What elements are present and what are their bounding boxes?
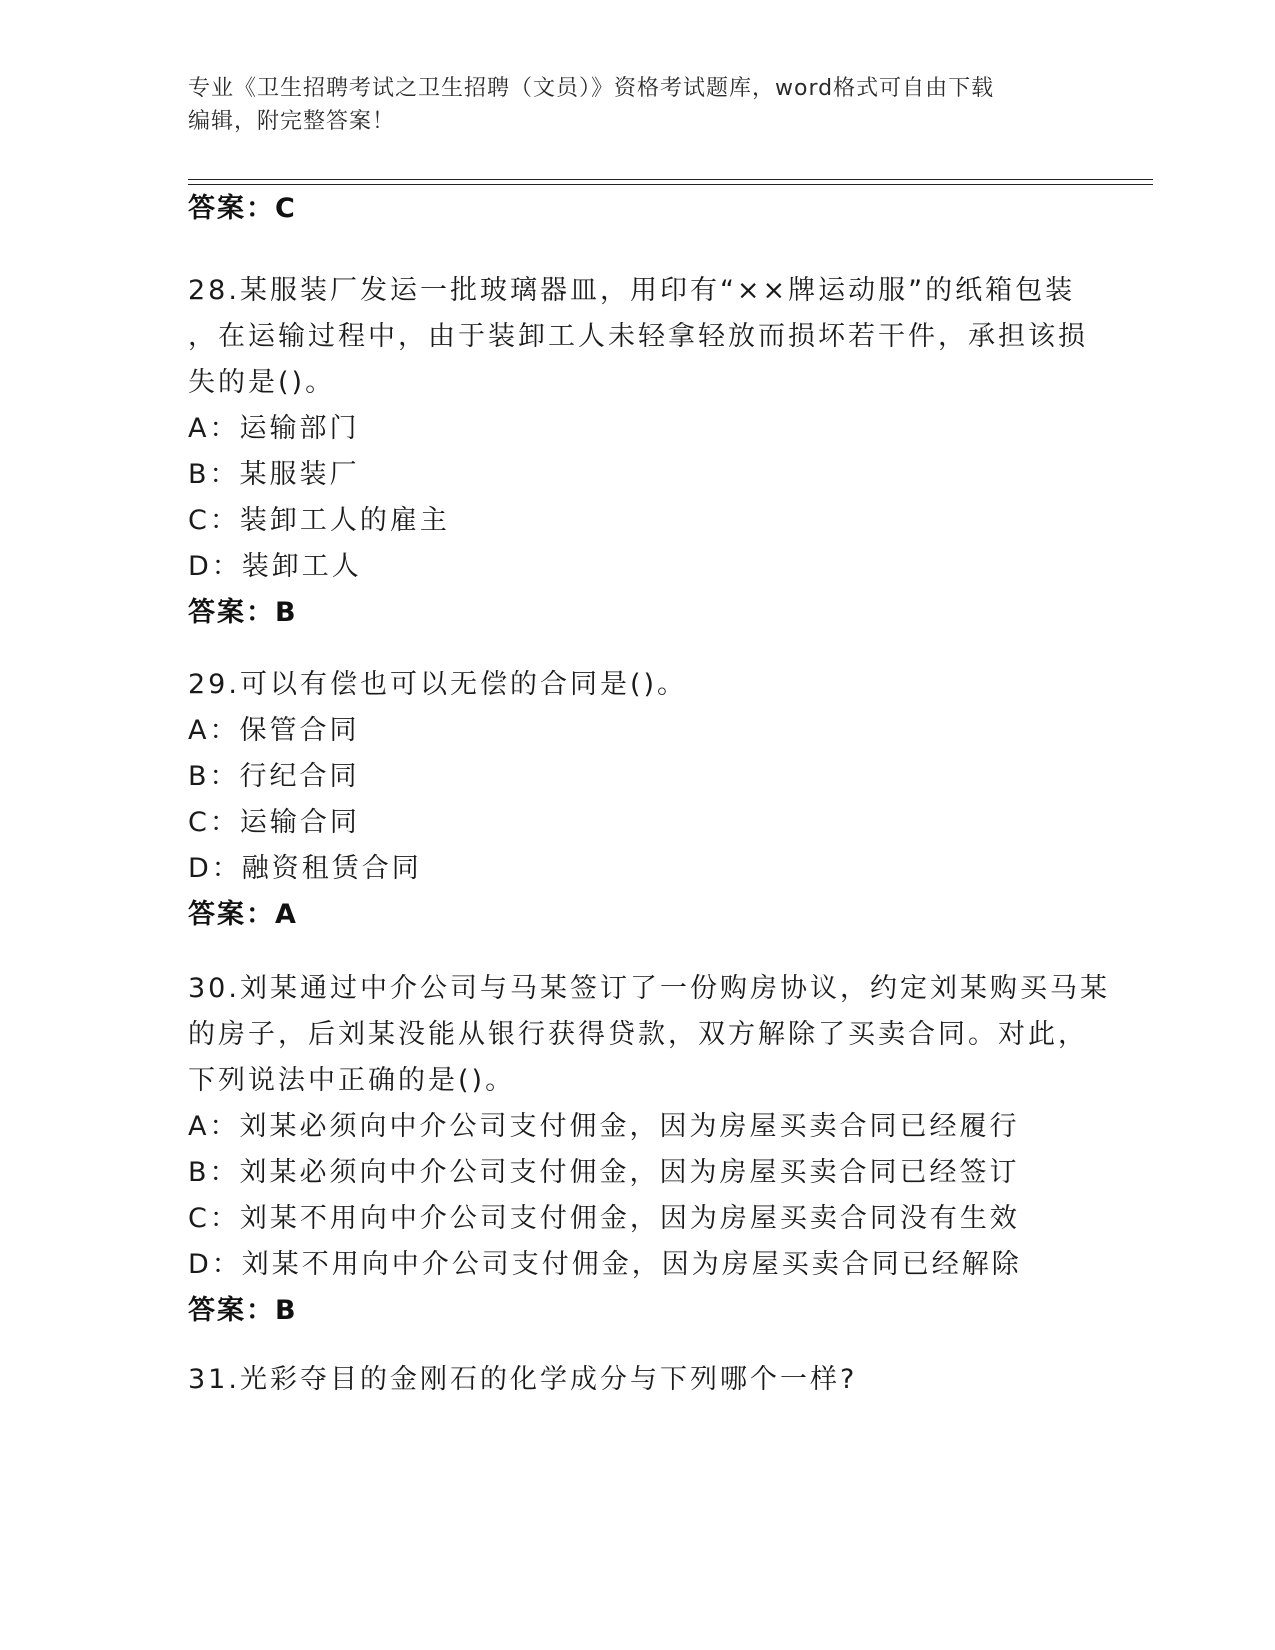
question-29-line-1: 29.可以有偿也可以无偿的合同是()。 [188,669,688,700]
question-30-line-2: 的房子，后刘某没能从银行获得贷款，双方解除了买卖合同。对此， [188,1019,1088,1050]
option-29-b: B：行纪合同 [188,761,360,792]
header-rule-bottom [188,184,1153,185]
question-31-line-1: 31.光彩夺目的金刚石的化学成分与下列哪个一样? [188,1364,858,1395]
answer-block-27 [188,186,1088,232]
option-29-a: A：保管合同 [188,715,360,746]
question-30-line-1: 30.刘某通过中介公司与马某签订了一份购房协议，约定刘某购买马某 [188,973,1110,1004]
option-29-d: D：融资租赁合同 [188,853,422,884]
answer-29: 答案：A [188,899,298,930]
question-30-line-3: 下列说法中正确的是()。 [188,1065,516,1096]
question-28-line-1: 28.某服装厂发运一批玻璃器皿，用印有“××牌运动服”的纸箱包装 [188,275,1076,306]
option-28-b: B：某服装厂 [188,459,360,490]
question-28-line-2: ，在运输过程中，由于装卸工人未轻拿轻放而损坏若干件，承担该损 [188,321,1088,352]
question-block-29 [188,662,1088,938]
option-30-d: D：刘某不用向中介公司支付佣金，因为房屋买卖合同已经解除 [188,1249,1022,1280]
answer-30: 答案：B [188,1295,298,1326]
question-block-31 [188,1357,1088,1403]
question-block-30 [188,966,1110,1334]
document-header: 专业《卫生招聘考试之卫生招聘（文员）》资格考试题库，word格式可自由下载 编辑，附完整答案！ [188,76,995,134]
option-29-c: C：运输合同 [188,807,360,838]
option-28-c: C：装卸工人的雇主 [188,505,450,536]
option-30-c: C：刘某不用向中介公司支付佣金，因为房屋买卖合同没有生效 [188,1203,1020,1234]
answer-27: 答案：C [188,193,297,224]
answer-28: 答案：B [188,597,298,628]
question-block-28 [188,268,1088,636]
header-rule-top [188,179,1153,180]
question-28-line-3: 失的是()。 [188,367,336,398]
option-30-b: B：刘某必须向中介公司支付佣金，因为房屋买卖合同已经签订 [188,1157,1020,1188]
option-30-a: A：刘某必须向中介公司支付佣金，因为房屋买卖合同已经履行 [188,1111,1020,1142]
option-28-d: D：装卸工人 [188,551,362,582]
option-28-a: A：运输部门 [188,413,360,444]
